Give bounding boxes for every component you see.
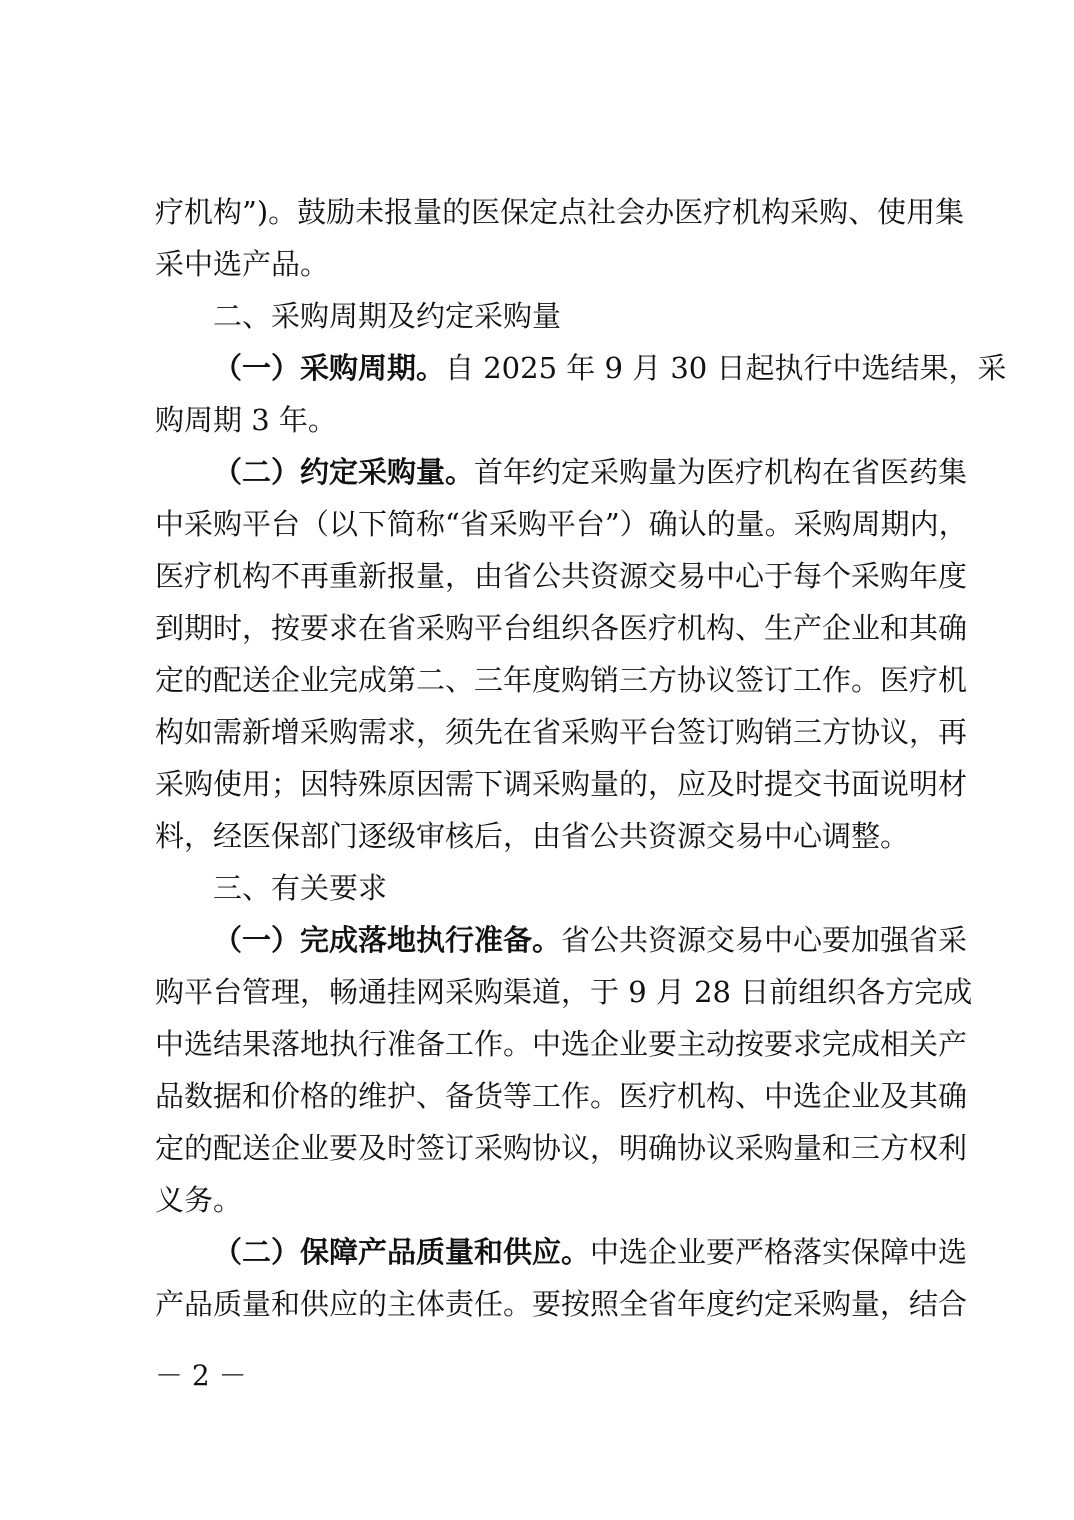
body-line: 中选结果落地执行准备工作。中选企业要主动按要求完成相关产 (155, 1027, 968, 1061)
paragraph-text: 省公共资源交易中心要加强省采 (561, 923, 968, 957)
body-line: 料，经医保部门逐级审核后，由省公共资源交易中心调整。 (155, 819, 910, 853)
body-line: 义务。 (155, 1183, 243, 1217)
body-line: 定的配送企业要及时签订采购协议，明确协议采购量和三方权利 (155, 1131, 968, 1165)
subsection-paragraph-start (213, 1232, 968, 1272)
section-heading: 三、有关要求 (213, 871, 388, 905)
body-line: 医疗机构不再重新报量，由省公共资源交易中心于每个采购年度 (155, 559, 968, 593)
paragraph-text: 中选企业要严格落实保障中选 (590, 1235, 968, 1269)
body-line: 构如需新增采购需求，须先在省采购平台签订购销三方协议，再 (155, 715, 968, 749)
subsection-title: （二）约定采购量。 (213, 455, 475, 489)
subsection-paragraph-start (213, 452, 968, 492)
paragraph-text: 自 2025 年 9 月 30 日起执行中选结果，采 (445, 351, 1007, 385)
subsection-title: （一）完成落地执行准备。 (213, 923, 562, 957)
page-number: － 2 － (155, 1359, 247, 1392)
subsection-title: （二）保障产品质量和供应。 (213, 1235, 591, 1269)
body-line: 购平台管理，畅通挂网采购渠道，于 9 月 28 日前组织各方完成 (155, 975, 973, 1009)
subsection-paragraph-start (213, 920, 968, 960)
body-line: 采中选产品。 (155, 247, 330, 281)
section-heading: 二、采购周期及约定采购量 (213, 299, 562, 333)
body-line: 到期时，按要求在省采购平台组织各医疗机构、生产企业和其确 (155, 611, 968, 645)
body-line: 中采购平台（以下简称“省采购平台”）确认的量。采购周期内， (155, 507, 968, 541)
body-line: 疗机构”)。鼓励未报量的医保定点社会办医疗机构采购、使用集 (155, 195, 965, 229)
body-line: 购周期 3 年。 (155, 403, 337, 437)
subsection-paragraph-start (213, 348, 1007, 388)
body-line: 品数据和价格的维护、备货等工作。医疗机构、中选企业及其确 (155, 1079, 968, 1113)
body-line: 定的配送企业完成第二、三年度购销三方协议签订工作。医疗机 (155, 663, 968, 697)
paragraph-text: 首年约定采购量为医疗机构在省医药集 (474, 455, 968, 489)
body-line: 产品质量和供应的主体责任。要按照全省年度约定采购量，结合 (155, 1287, 968, 1321)
subsection-title: （一）采购周期。 (213, 351, 446, 385)
body-line: 采购使用；因特殊原因需下调采购量的，应及时提交书面说明材 (155, 767, 968, 801)
